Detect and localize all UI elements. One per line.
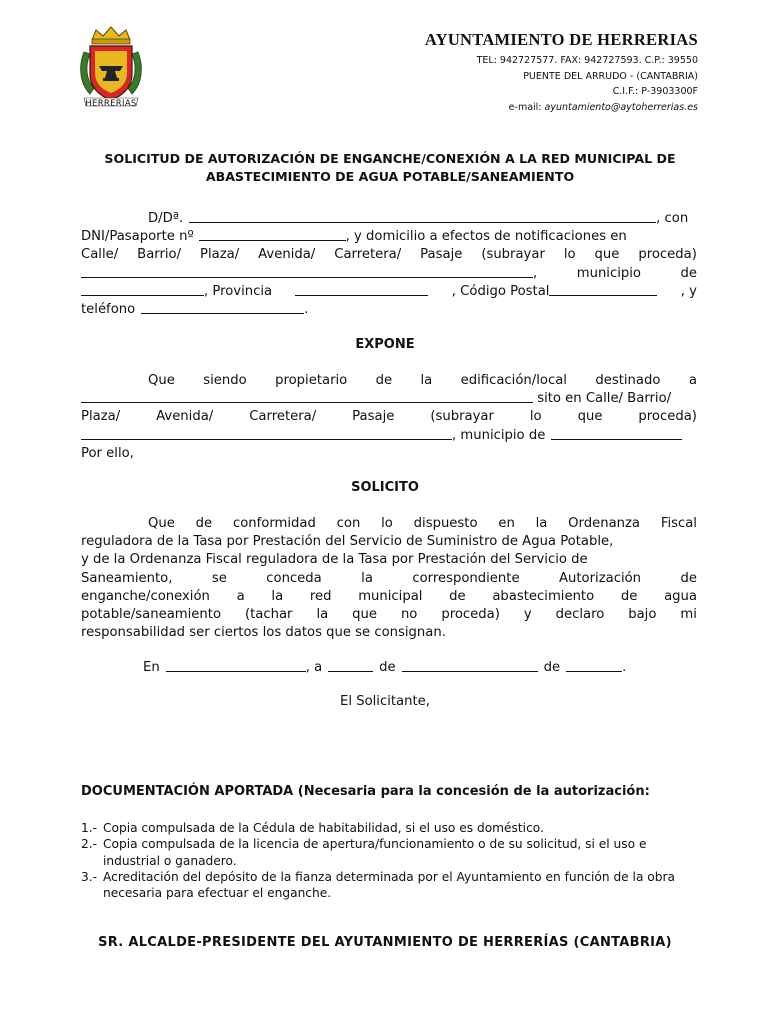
- word: Que: [148, 516, 175, 531]
- word: de: [620, 588, 638, 604]
- address-line: PUENTE DEL ARRUDO - (CANTABRIA): [523, 70, 698, 82]
- municipio-label: municipio: [576, 265, 641, 281]
- item-text: Copia compulsada de la licencia de apertura/funcionamiento o de su solicitud, si el uso e industrial o ganadero.: [103, 837, 647, 868]
- item-number: 3.-: [81, 869, 98, 884]
- word: Autorización: [558, 570, 642, 586]
- word: agua: [664, 588, 697, 604]
- word: correspondiente: [412, 570, 520, 586]
- email-line: [425, 100, 698, 116]
- a-label: , a: [305, 660, 323, 675]
- word: Carretera/: [249, 409, 317, 425]
- word: edificación/local: [460, 373, 567, 388]
- con-label: , con: [656, 211, 689, 226]
- day-field[interactable]: [328, 659, 373, 672]
- list-item: [81, 820, 701, 836]
- word: Calle/: [81, 247, 119, 263]
- word: y: [523, 607, 532, 623]
- period: .: [622, 660, 627, 675]
- addressee-footer: SR. ALCALDE-PRESIDENTE DEL AYUTANMIENTO DE HERRERÍAS (CANTABRIA): [98, 935, 672, 950]
- comma: ,: [533, 265, 538, 281]
- word: de: [195, 516, 213, 531]
- word: (subrayar: [481, 247, 545, 263]
- provincia-label: , Provincia: [204, 283, 273, 299]
- street-type-line: [81, 246, 697, 264]
- dni-field[interactable]: [199, 228, 346, 241]
- word: declaro: [555, 607, 605, 623]
- word: proceda): [441, 607, 500, 623]
- item-text: Acreditación del depósito de la fianza determinada por el Ayuntamiento en función de la obra necesaria para efectuar el enganche.: [103, 869, 675, 901]
- de-label: de: [379, 660, 396, 675]
- solicito-heading: SOLICITO: [351, 480, 419, 495]
- cif-line: C.I.F.: P-3903300F: [612, 86, 698, 97]
- word: mi: [680, 607, 697, 623]
- dni-label: DNI/Pasaporte nº: [81, 229, 194, 245]
- title-line-1: SOLICITUD DE AUTORIZACIÓN DE ENGANCHE/CONEXIÓN A LA RED MUNICIPAL DE: [104, 151, 676, 166]
- word: a: [688, 373, 697, 388]
- word: Plaza/: [200, 247, 240, 263]
- applicant-section: [81, 210, 697, 319]
- dd-label: D/Dª.: [148, 211, 184, 226]
- word: de: [680, 570, 697, 586]
- word: bajo: [628, 607, 657, 623]
- item-number: 2.-: [81, 837, 98, 852]
- solicito-line-3: y de la Ordenanza Fiscal reguladora de la Tasa por Prestación del Servicio de: [81, 552, 588, 568]
- municipio-label: , municipio de: [452, 427, 546, 443]
- item-text: Copia compulsada de la Cédula de habitabilidad, si el uso es doméstico.: [103, 821, 544, 835]
- province-field[interactable]: [295, 283, 428, 296]
- word: Saneamiento,: [81, 570, 173, 586]
- word: a: [236, 588, 245, 604]
- building-use-field[interactable]: [81, 390, 533, 403]
- word: la: [361, 570, 373, 586]
- list-item: [81, 869, 701, 902]
- por-ello-text: Por ello,: [81, 445, 134, 461]
- documentation-list: [81, 820, 701, 901]
- de-label: de: [543, 660, 561, 675]
- word: lo: [529, 409, 542, 425]
- word: conformidad: [232, 516, 316, 531]
- period: .: [304, 302, 309, 318]
- word: Carretera/: [334, 247, 402, 263]
- word: propietario: [275, 373, 348, 388]
- expone-heading: EXPONE: [355, 337, 415, 352]
- word: siendo: [203, 373, 247, 388]
- street-field[interactable]: [81, 265, 533, 278]
- word: Avenida/: [156, 409, 214, 425]
- word: que: [577, 409, 603, 425]
- domicilio-label: , y domicilio a efectos de notificaciones en: [345, 229, 627, 245]
- documentation-heading: DOCUMENTACIÓN APORTADA (Necesaria para la concesión de la autorización:: [81, 784, 650, 799]
- date-line: [81, 659, 697, 677]
- email-label: e-mail:: [508, 101, 545, 113]
- sito-label: sito en Calle/ Barrio/: [533, 391, 672, 407]
- word: la: [316, 607, 329, 623]
- word: se: [211, 570, 227, 586]
- word: dispuesto: [413, 516, 478, 531]
- word: lo: [563, 247, 576, 263]
- solicito-line-2: reguladora de la Tasa por Prestación del Servicio de Suministro de Agua Potable,: [81, 534, 614, 550]
- phone-line: TEL: 942727577. FAX: 942727593. C.P.: 39550: [476, 55, 698, 66]
- word: la: [535, 516, 548, 531]
- word: no: [400, 607, 418, 623]
- telefono-label: teléfono: [81, 302, 136, 318]
- word: que: [594, 247, 620, 263]
- solicito-line-7: responsabilidad ser ciertos los datos que se consignan.: [81, 625, 446, 641]
- logo-caption: HERRERIAS: [85, 99, 137, 109]
- email-link[interactable]: ayuntamiento@aytoherrerias.es: [544, 101, 698, 113]
- word: conceda: [266, 570, 322, 586]
- word: con: [336, 516, 361, 531]
- list-item: [81, 836, 701, 869]
- word: Barrio/: [137, 247, 182, 263]
- building-municipality-field[interactable]: [551, 427, 682, 440]
- word: Ordenanza: [568, 516, 641, 531]
- word: la: [271, 588, 284, 604]
- word: Plaza/: [81, 409, 121, 425]
- word: en: [498, 516, 515, 531]
- word: de: [449, 588, 466, 604]
- organization-header: [425, 30, 698, 115]
- document-title: [70, 150, 710, 186]
- building-street-field[interactable]: [81, 427, 452, 440]
- place-field[interactable]: [166, 659, 306, 672]
- organization-name: AYUNTAMIENTO DE HERRERIAS: [424, 30, 698, 49]
- word: proceda): [638, 247, 697, 263]
- y-label: , y: [680, 283, 697, 299]
- item-number: 1.-: [81, 821, 98, 835]
- expone-section: [81, 372, 697, 463]
- word: de: [375, 373, 393, 388]
- municipality-field[interactable]: [81, 283, 204, 296]
- name-field[interactable]: [189, 210, 656, 223]
- word: red: [309, 588, 332, 604]
- word: destinado: [595, 373, 661, 388]
- word: lo: [381, 516, 393, 531]
- word: abastecimiento: [492, 588, 595, 604]
- word: la: [420, 373, 433, 388]
- solicito-section: [81, 515, 697, 642]
- word: Pasaje: [352, 409, 395, 425]
- word: que: [352, 607, 377, 623]
- word: Avenida/: [258, 247, 316, 263]
- postal-code-label: , Código Postal: [451, 283, 550, 299]
- word: Que: [148, 373, 175, 388]
- word: (subrayar: [430, 409, 494, 425]
- word: potable/saneamiento: [81, 607, 222, 623]
- word: (tachar: [244, 607, 293, 623]
- word: Pasaje: [420, 247, 463, 263]
- year-field[interactable]: [566, 659, 622, 672]
- en-label: En: [143, 660, 160, 675]
- title-line-2: ABASTECIMIENTO DE AGUA POTABLE/SANEAMIENTO: [205, 169, 575, 184]
- word: enganche/conexión: [81, 588, 210, 604]
- word: proceda): [638, 409, 697, 425]
- postal-code-field[interactable]: [549, 283, 657, 296]
- month-field[interactable]: [402, 659, 538, 672]
- solicitante-label: El Solicitante,: [340, 694, 430, 709]
- word: municipal: [358, 588, 423, 604]
- phone-field[interactable]: [141, 301, 304, 314]
- word: Fiscal: [660, 516, 697, 531]
- de-label: de: [680, 265, 697, 281]
